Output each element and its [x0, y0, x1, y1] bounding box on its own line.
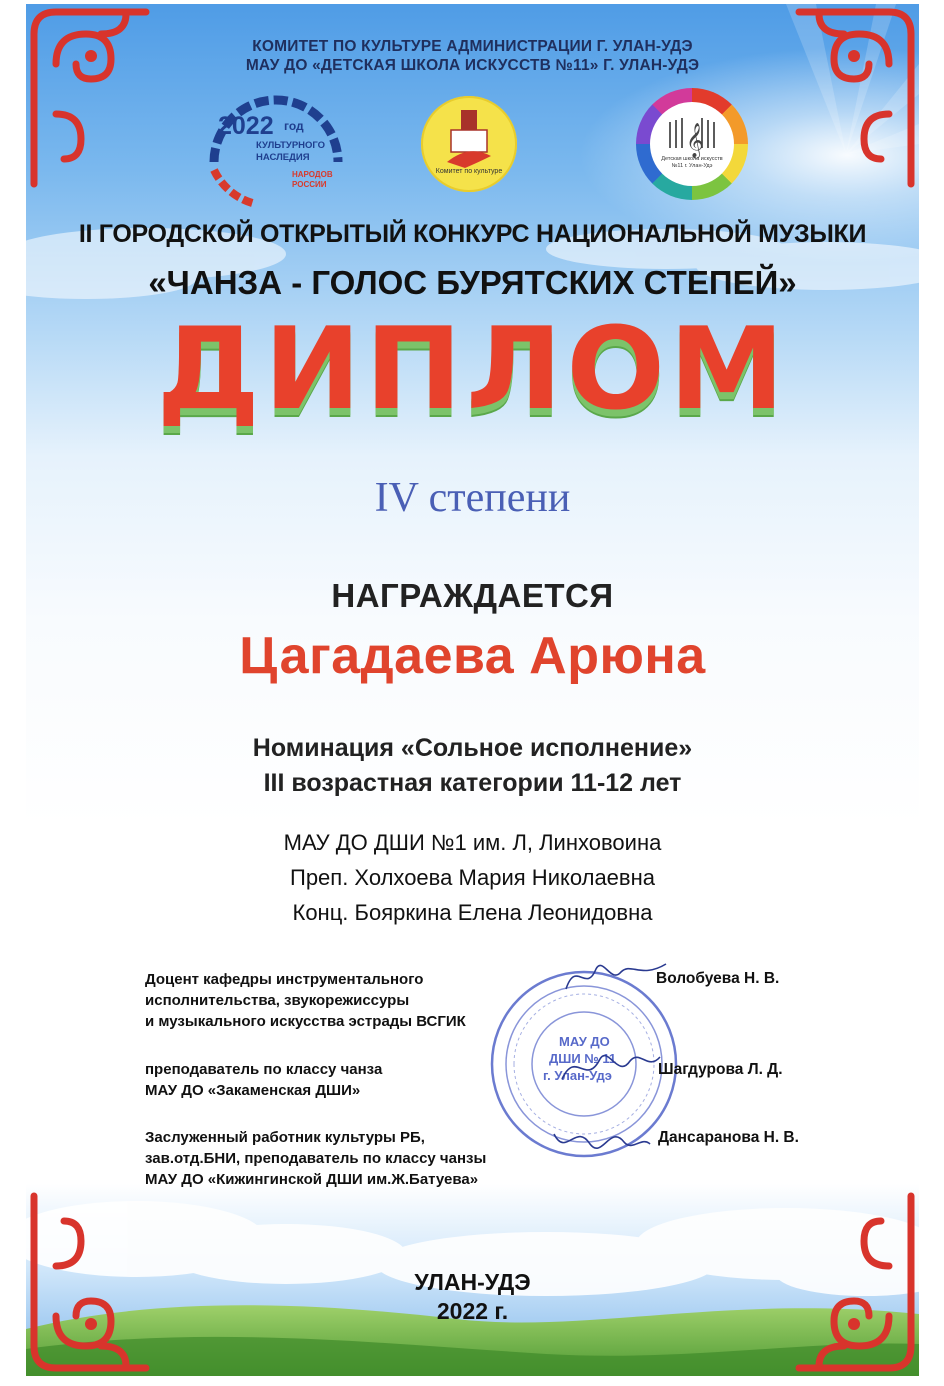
culture-committee-caption: Комитет по культуре	[435, 168, 503, 175]
school-of-arts-logo	[636, 88, 748, 200]
organizer-line-1: КОМИТЕТ ПО КУЛЬТУРЕ АДМИНИСТРАЦИИ Г. УЛАН-УДЭ	[252, 38, 693, 55]
jury-member-3-name: Дансаранова Н. В.	[658, 1129, 799, 1146]
year-logo-year: 2022	[218, 112, 274, 140]
school-name: МАУ ДО ДШИ №1 им. Л, Линховоина	[283, 830, 662, 855]
year-logo-line-1: КУЛЬТУРНОГО	[256, 140, 326, 151]
culture-committee-emblem-icon	[421, 96, 517, 192]
footer-city: УЛАН-УДЭ	[414, 1269, 531, 1295]
awarded-label: НАГРАЖДАЕТСЯ	[331, 577, 614, 614]
stamp-text-line-3: г. Улан-Удэ	[543, 1068, 612, 1083]
recipient-name: Цагадаева Арюна	[239, 627, 706, 685]
signature-2	[556, 1039, 666, 1094]
diploma-degree: IV степени	[374, 475, 571, 521]
culture-committee-logo	[421, 96, 517, 192]
accompanist-name: Конц. Бояркина Елена Леонидовна	[292, 900, 653, 925]
year-logo-line-2: НАСЛЕДИЯ	[256, 152, 310, 163]
teacher-name: Преп. Холхоева Мария Николаевна	[290, 865, 655, 890]
jury-member-2-title: преподаватель по классу чанза МАУ ДО «Закаменская ДШИ»	[145, 1061, 383, 1099]
age-category: III возрастная категории 11-12 лет	[263, 769, 682, 797]
ornament-top-right	[789, 4, 919, 194]
organizer-line-2: МАУ ДО «ДЕТСКАЯ ШКОЛА ИСКУССТВ №11» Г. УЛАН-УДЭ	[245, 57, 700, 74]
stamp-text-line-1: МАУ ДО	[559, 1034, 610, 1049]
footer-year: 2022 г.	[436, 1298, 509, 1324]
svg-text:𝄞: 𝄞	[686, 123, 704, 158]
jury-member-3-title: Заслуженный работник культуры РБ, зав.отд.БНИ, преподаватель по классу чанзы МАУ ДО «Кижингинской ДШИ им.Ж.Батуева»	[145, 1129, 487, 1188]
diploma-title: ДИПЛОМ	[156, 303, 789, 436]
treble-clef-icon	[636, 88, 748, 200]
stamp-text-line-2: ДШИ № 11	[549, 1051, 617, 1066]
signature-1	[561, 954, 671, 1004]
jury-member-2-name: Шагдурова Л. Д.	[658, 1061, 783, 1078]
year-logo-word: год	[284, 119, 304, 133]
signature-3	[546, 1114, 656, 1164]
diploma-certificate	[26, 4, 919, 1376]
ornament-top-left	[26, 4, 156, 194]
competition-name: «ЧАНЗА - ГОЛОС БУРЯТСКИХ СТЕПЕЙ»	[148, 264, 797, 301]
year-logo-line-4: РОССИИ	[292, 180, 327, 189]
year-logo-line-3: НАРОДОВ	[292, 170, 333, 179]
year-of-heritage-logo	[196, 92, 356, 212]
competition-title: II ГОРОДСКОЙ ОТКРЫТЫЙ КОНКУРС НАЦИОНАЛЬНОЙ МУЗЫКИ	[78, 220, 867, 248]
jury-member-1-name: Волобуева Н. В.	[656, 970, 780, 987]
jury-member-1-title: Доцент кафедры инструментального исполнительства, звукорежиссуры и музыкального искусства эстрады ВСГИК	[145, 971, 466, 1030]
school-logo-caption: Детская школа искусств №11 г. Улан-Удэ	[661, 156, 723, 169]
nomination: Номинация «Сольное исполнение»	[252, 734, 693, 762]
